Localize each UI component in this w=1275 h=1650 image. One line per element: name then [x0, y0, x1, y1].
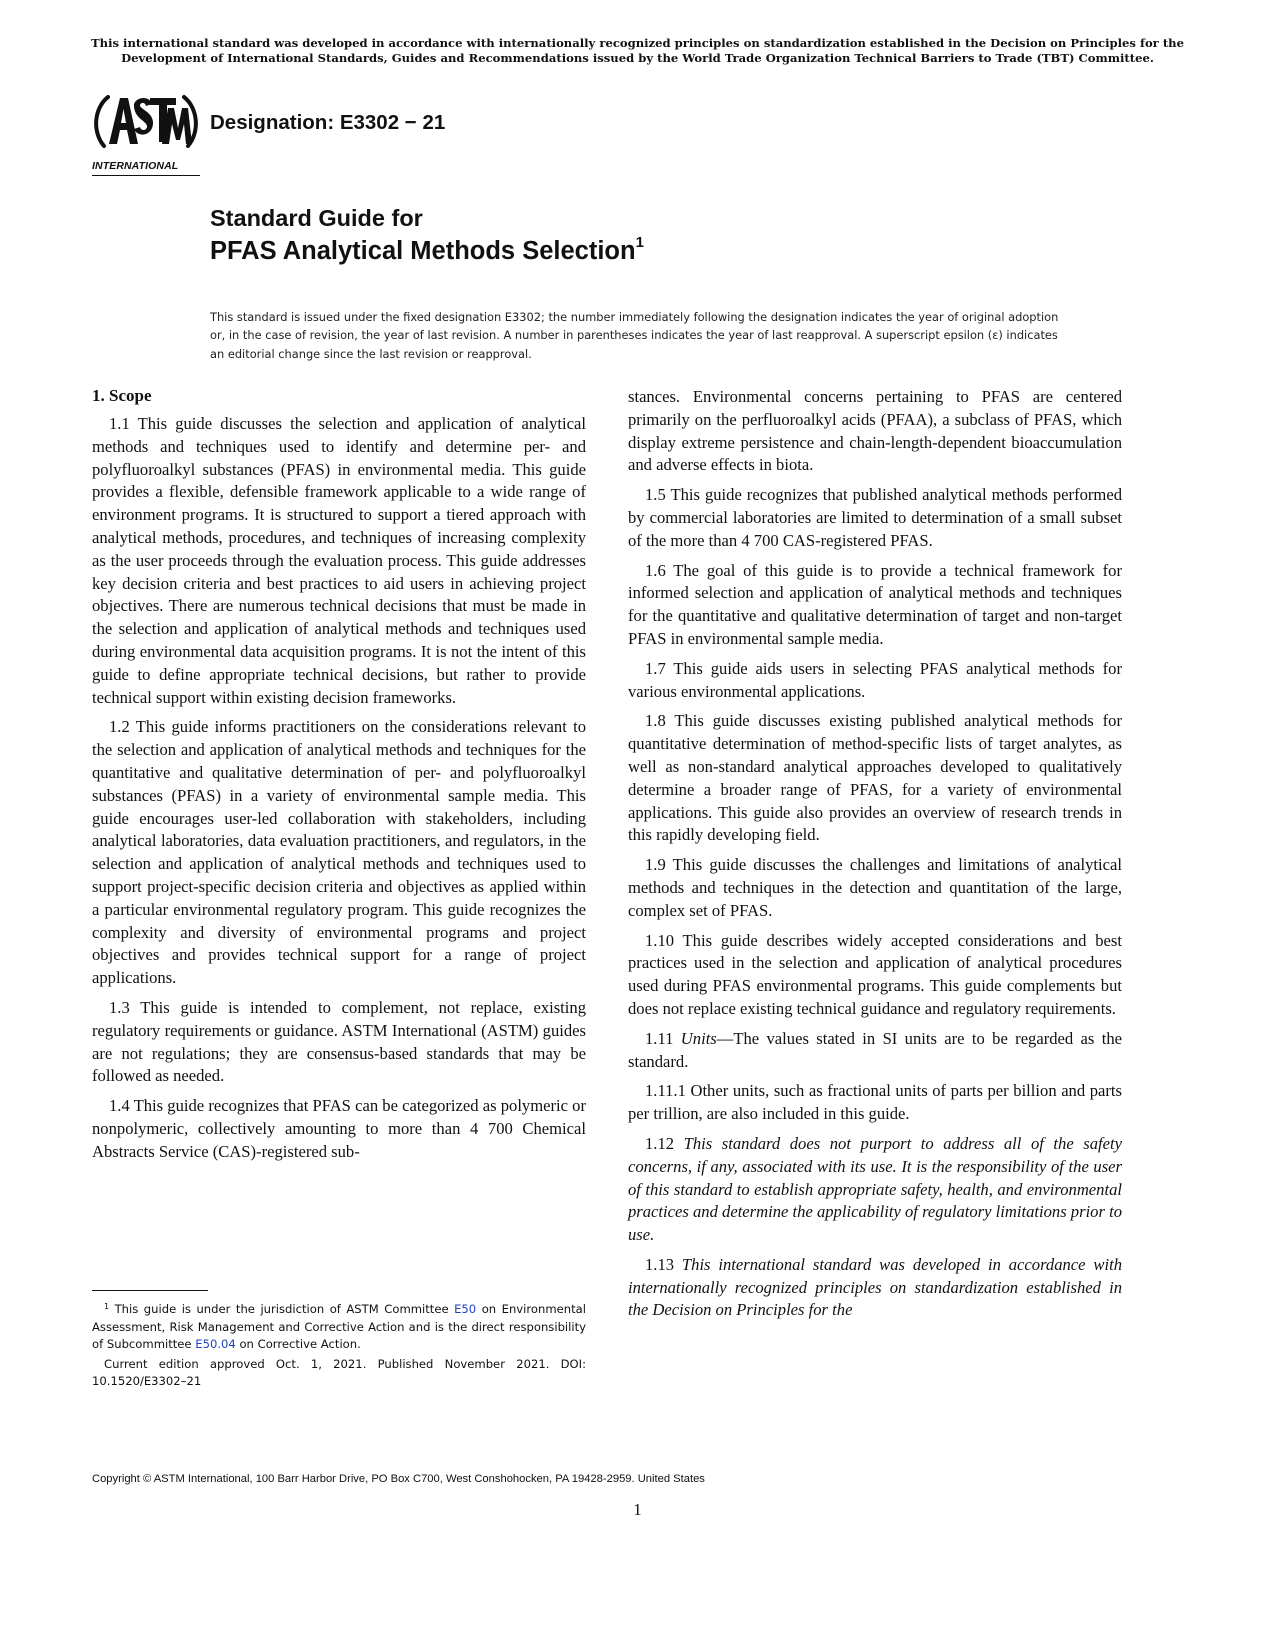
paragraph-1-13-text: This international standard was developed in accordance with internationally recognized principles on standardization established in the Decision on Principles for the — [628, 1254, 1122, 1320]
subcommittee-link[interactable]: E50.04 — [195, 1337, 236, 1351]
title-line-1: Standard Guide for — [210, 205, 423, 231]
issuance-statement: This standard is issued under the fixed designation E3302; the number immediately following the designation indicates the year of original adoption or, in the case of revision, the year of last revision. A number in parentheses indicates the year of last reapproval. A superscript epsilon (ε) indicates an editorial change since the last revision or reapproval. — [210, 310, 1059, 361]
paragraph-1-5: 1.5 This guide recognizes that published analytical methods performed by commercial laboratories are limited to determination of a small subset of the more than 4 700 CAS-registered PFAS. — [628, 485, 1122, 550]
title-line-2-text: PFAS Analytical Methods Selection — [210, 237, 636, 265]
paragraph-1-11-text: —The values stated in SI units are to be regarded as the standard. — [628, 1028, 1122, 1071]
paragraph-1-3: 1.3 This guide is intended to complement, not replace, existing regulatory requirements or guidance. ASTM International (ASTM) guides are not regulations; they are consensus-based standards that may be followed as needed. — [92, 997, 586, 1086]
footnote-marker: 1 — [104, 1302, 110, 1311]
paragraph-1-12 — [628, 1133, 1122, 1247]
right-column — [628, 386, 1122, 1329]
footnote-text-b: on Environmental Assessment, Risk Management and Corrective Action and is the direct responsibility of Subcommittee — [92, 1302, 586, 1351]
paragraph-1-2: 1.2 This guide informs practitioners on the considerations relevant to the selection and application of analytical methods and techniques for the quantitative and qualitative determination of per- and polyfluoroalkyl substances (PFAS) in a variety of environmental sample media. This guide encourages user-led collaboration with stakeholders, including analytical laboratories, data evaluation practitioners, and regulators, in the selection and application of analytical methods and techniques used to support project-specific decision criteria and objectives as applied within a particular environmental regulatory program. This guide recognizes the complexity and diversity of environmental programs and project objectives and provides technical support for a range of project applications. — [92, 717, 586, 988]
paragraph-1-12-number: 1.12 — [645, 1133, 675, 1153]
footnote-divider — [92, 1290, 208, 1291]
paragraph-1-8: 1.8 This guide discusses existing published analytical methods for quantitative determination of method-specific lists of target analytes, as well as non-standard analytical approaches developed to qualitatively determine a broader range of PFAS, for a variety of environmental applications. This guide also provides an overview of research trends in this rapidly developing field. — [628, 711, 1122, 845]
section-heading: 1. Scope — [92, 386, 152, 405]
paragraph-1-10: 1.10 This guide describes widely accepted considerations and best practices used in the selection and application of analytical procedures used during PFAS environmental programs. This guide complements but does not replace existing technical guidance and regulatory requirements. — [628, 930, 1122, 1018]
paragraph-1-1: 1.1 This guide discusses the selection and application of analytical methods and techniques used to identify and determine per- and polyfluoroalkyl substances (PFAS) in environmental media. This guide provides a flexible, defensible framework applicable to a wide range of environment programs. It is structured to support a tiered approach with analytical methods, procedures, and techniques of increasing complexity as the user proceeds through the evaluation process. This guide addresses key decision criteria and best practices to aid users in achieving project objectives. There are numerous technical decisions that must be made in the selection and application of analytical methods and techniques used during environmental data acquisition programs. It is not the intent of this guide to define appropriate technical decisions, but rather to provide technical support within existing decision frameworks. — [92, 414, 586, 707]
paragraph-1-11 — [628, 1028, 1122, 1074]
logo-wordmark: INTERNATIONAL — [92, 159, 200, 176]
paragraph-1-13 — [628, 1254, 1122, 1322]
paragraph-1-4-start: 1.4 This guide recognizes that PFAS can be categorized as polymeric or nonpolymeric, collectively amounting to more than 4 700 Chemical Abstracts Service (CAS)-registered sub- — [92, 1096, 586, 1161]
units-term: Units — [680, 1028, 717, 1048]
paragraph-1-11-number: 1.11 — [645, 1028, 674, 1048]
footnote — [92, 1301, 586, 1393]
footnote-edition: Current edition approved Oct. 1, 2021. Published November 2021. DOI: 10.1520/E3302–21 — [92, 1356, 586, 1388]
left-column — [92, 384, 586, 1171]
paragraph-1-13-number: 1.13 — [645, 1254, 675, 1274]
page-number: 1 — [633, 1500, 642, 1519]
title-line-2 — [210, 233, 644, 269]
footnote-text-a: This guide is under the jurisdiction of ASTM Committee — [114, 1302, 449, 1316]
footnote-text-c: on Corrective Action. — [239, 1337, 361, 1351]
designation: Designation: E3302 − 21 — [210, 111, 446, 134]
paragraph-1-7: 1.7 This guide aids users in selecting PFAS analytical methods for various environmental applications. — [628, 658, 1122, 701]
paragraph-1-12-text: This standard does not purport to address all of the safety concerns, if any, associated with its use. It is the responsibility of the user of this standard to establish appropriate safety, health, and environmental practices and determine the applicability of regulatory limitations prior to use. — [628, 1133, 1122, 1245]
paragraph-1-6: 1.6 The goal of this guide is to provide a technical framework for informed selection and application of analytical methods and techniques for the quantitative and qualitative determination of target and non-target PFAS in environmental sample media. — [628, 560, 1122, 648]
standard-title — [210, 203, 644, 269]
paragraph-1-11-1: 1.11.1 Other units, such as fractional units of parts per billion and parts per trillion, are also included in this guide. — [628, 1081, 1122, 1124]
paragraph-1-9: 1.9 This guide discusses the challenges and limitations of analytical methods and techniques in the detection and quantitation of the large, complex set of PFAS. — [628, 855, 1122, 920]
paragraph-1-4-end: stances. Environmental concerns pertaining to PFAS are centered primarily on the perfluoroalkyl acids (PFAA), a subclass of PFAS, which display extreme persistence and chain-length-dependent bioaccumulation and adverse effects in biota. — [628, 387, 1122, 475]
footnote-jurisdiction — [92, 1301, 586, 1354]
title-footnote-marker[interactable]: 1 — [635, 234, 644, 251]
copyright-line: Copyright © ASTM International, 100 Barr Harbor Drive, PO Box C700, West Conshohocken, PA 19428-2959. United States — [92, 1473, 705, 1485]
wto-notice: This international standard was developed in accordance with internationally recognized principles on standardization established in the Decision on Principles for the Development of International Standards, Guides and Recommendations issued by the World Trade Organization Technical Barriers to Trade (TBT) Committee. — [91, 36, 1184, 65]
committee-link[interactable]: E50 — [454, 1302, 477, 1316]
